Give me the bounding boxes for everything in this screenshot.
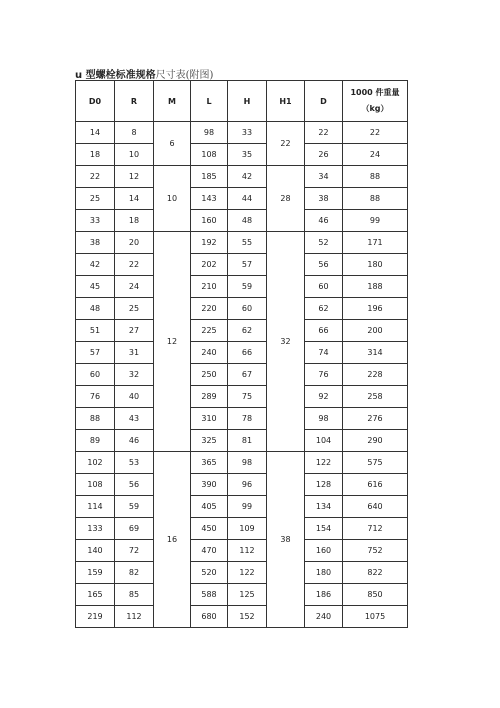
cell-d: 46 xyxy=(305,210,343,232)
table-row xyxy=(76,518,408,540)
header-weight-label: 1000 件重量 xyxy=(350,88,400,97)
cell-r: 40 xyxy=(115,386,154,408)
cell-l: 405 xyxy=(191,496,228,518)
cell-d: 52 xyxy=(305,232,343,254)
cell-l: 680 xyxy=(191,606,228,628)
cell-r: 20 xyxy=(115,232,154,254)
cell-d: 66 xyxy=(305,320,343,342)
cell-h: 55 xyxy=(228,232,267,254)
cell-l: 108 xyxy=(191,144,228,166)
cell-weight: 712 xyxy=(343,518,408,540)
cell-r: 24 xyxy=(115,276,154,298)
cell-d: 160 xyxy=(305,540,343,562)
cell-l: 143 xyxy=(191,188,228,210)
cell-r: 43 xyxy=(115,408,154,430)
cell-h: 42 xyxy=(228,166,267,188)
cell-h: 44 xyxy=(228,188,267,210)
header-d0: D0 xyxy=(76,81,115,122)
cell-d: 134 xyxy=(305,496,343,518)
cell-weight: 196 xyxy=(343,298,408,320)
u-bolt-spec-table xyxy=(75,80,408,628)
cell-d0: 42 xyxy=(76,254,115,276)
table-row xyxy=(76,364,408,386)
cell-r: 31 xyxy=(115,342,154,364)
table-row xyxy=(76,188,408,210)
cell-d0: 102 xyxy=(76,452,115,474)
cell-h: 109 xyxy=(228,518,267,540)
cell-h: 59 xyxy=(228,276,267,298)
cell-weight: 188 xyxy=(343,276,408,298)
cell-h: 112 xyxy=(228,540,267,562)
cell-r: 85 xyxy=(115,584,154,606)
cell-weight: 88 xyxy=(343,166,408,188)
cell-l: 220 xyxy=(191,298,228,320)
table-row xyxy=(76,606,408,628)
cell-l: 240 xyxy=(191,342,228,364)
cell-d: 38 xyxy=(305,188,343,210)
cell-h: 66 xyxy=(228,342,267,364)
cell-d: 62 xyxy=(305,298,343,320)
cell-h: 125 xyxy=(228,584,267,606)
cell-weight: 22 xyxy=(343,122,408,144)
cell-r: 14 xyxy=(115,188,154,210)
cell-l: 192 xyxy=(191,232,228,254)
cell-d: 26 xyxy=(305,144,343,166)
cell-h: 96 xyxy=(228,474,267,496)
cell-weight: 228 xyxy=(343,364,408,386)
header-r: R xyxy=(115,81,154,122)
cell-m: 12 xyxy=(154,232,191,452)
cell-d: 154 xyxy=(305,518,343,540)
cell-m: 10 xyxy=(154,166,191,232)
title-main: u 型螺栓标准规格 xyxy=(75,70,156,81)
cell-d: 240 xyxy=(305,606,343,628)
table-row xyxy=(76,232,408,254)
cell-r: 22 xyxy=(115,254,154,276)
title-sub: 尺寸表(附图) xyxy=(155,70,214,81)
cell-weight: 640 xyxy=(343,496,408,518)
cell-d0: 14 xyxy=(76,122,115,144)
cell-r: 18 xyxy=(115,210,154,232)
cell-l: 185 xyxy=(191,166,228,188)
cell-d: 22 xyxy=(305,122,343,144)
cell-d0: 51 xyxy=(76,320,115,342)
cell-h1: 28 xyxy=(267,166,305,232)
table-row xyxy=(76,342,408,364)
cell-d0: 57 xyxy=(76,342,115,364)
cell-d0: 219 xyxy=(76,606,115,628)
table-row xyxy=(76,562,408,584)
table-row xyxy=(76,276,408,298)
cell-d: 76 xyxy=(305,364,343,386)
cell-d: 104 xyxy=(305,430,343,452)
cell-r: 56 xyxy=(115,474,154,496)
cell-weight: 822 xyxy=(343,562,408,584)
cell-weight: 290 xyxy=(343,430,408,452)
cell-h: 67 xyxy=(228,364,267,386)
cell-h: 75 xyxy=(228,386,267,408)
cell-weight: 99 xyxy=(343,210,408,232)
table-row xyxy=(76,452,408,474)
table-row xyxy=(76,144,408,166)
cell-weight: 314 xyxy=(343,342,408,364)
cell-r: 12 xyxy=(115,166,154,188)
cell-h: 35 xyxy=(228,144,267,166)
cell-d: 186 xyxy=(305,584,343,606)
cell-l: 588 xyxy=(191,584,228,606)
cell-r: 53 xyxy=(115,452,154,474)
cell-d: 92 xyxy=(305,386,343,408)
table-row xyxy=(76,254,408,276)
table-row xyxy=(76,584,408,606)
cell-d0: 48 xyxy=(76,298,115,320)
cell-r: 10 xyxy=(115,144,154,166)
cell-d0: 165 xyxy=(76,584,115,606)
cell-d0: 25 xyxy=(76,188,115,210)
cell-h: 152 xyxy=(228,606,267,628)
table-row xyxy=(76,210,408,232)
cell-h: 122 xyxy=(228,562,267,584)
cell-d: 60 xyxy=(305,276,343,298)
cell-h: 33 xyxy=(228,122,267,144)
table-body xyxy=(76,122,408,628)
cell-d0: 133 xyxy=(76,518,115,540)
table-row xyxy=(76,166,408,188)
table-header-row xyxy=(76,81,408,122)
cell-weight: 1075 xyxy=(343,606,408,628)
table-row xyxy=(76,408,408,430)
cell-l: 310 xyxy=(191,408,228,430)
table-row xyxy=(76,386,408,408)
cell-h: 98 xyxy=(228,452,267,474)
cell-h1: 22 xyxy=(267,122,305,166)
cell-h: 62 xyxy=(228,320,267,342)
cell-l: 325 xyxy=(191,430,228,452)
cell-d0: 140 xyxy=(76,540,115,562)
table-row xyxy=(76,122,408,144)
cell-weight: 850 xyxy=(343,584,408,606)
cell-d0: 89 xyxy=(76,430,115,452)
cell-m: 6 xyxy=(154,122,191,166)
cell-d: 122 xyxy=(305,452,343,474)
cell-l: 202 xyxy=(191,254,228,276)
document-title xyxy=(75,66,213,81)
cell-weight: 171 xyxy=(343,232,408,254)
cell-d0: 108 xyxy=(76,474,115,496)
cell-l: 225 xyxy=(191,320,228,342)
cell-l: 470 xyxy=(191,540,228,562)
cell-h1: 38 xyxy=(267,452,305,628)
cell-weight: 88 xyxy=(343,188,408,210)
cell-l: 289 xyxy=(191,386,228,408)
cell-l: 250 xyxy=(191,364,228,386)
cell-l: 365 xyxy=(191,452,228,474)
cell-h: 60 xyxy=(228,298,267,320)
cell-d0: 38 xyxy=(76,232,115,254)
header-h: H xyxy=(228,81,267,122)
cell-h: 78 xyxy=(228,408,267,430)
cell-r: 59 xyxy=(115,496,154,518)
cell-h1: 32 xyxy=(267,232,305,452)
cell-r: 27 xyxy=(115,320,154,342)
cell-d: 74 xyxy=(305,342,343,364)
cell-weight: 180 xyxy=(343,254,408,276)
cell-d0: 60 xyxy=(76,364,115,386)
cell-h: 48 xyxy=(228,210,267,232)
cell-l: 520 xyxy=(191,562,228,584)
cell-weight: 258 xyxy=(343,386,408,408)
cell-r: 82 xyxy=(115,562,154,584)
cell-l: 98 xyxy=(191,122,228,144)
cell-d0: 45 xyxy=(76,276,115,298)
cell-d0: 114 xyxy=(76,496,115,518)
cell-l: 390 xyxy=(191,474,228,496)
cell-r: 8 xyxy=(115,122,154,144)
cell-d0: 33 xyxy=(76,210,115,232)
header-l: L xyxy=(191,81,228,122)
cell-d: 56 xyxy=(305,254,343,276)
cell-m: 16 xyxy=(154,452,191,628)
cell-r: 69 xyxy=(115,518,154,540)
cell-l: 210 xyxy=(191,276,228,298)
header-h1: H1 xyxy=(267,81,305,122)
cell-h: 81 xyxy=(228,430,267,452)
cell-weight: 752 xyxy=(343,540,408,562)
header-m: M xyxy=(154,81,191,122)
cell-h: 99 xyxy=(228,496,267,518)
cell-d0: 159 xyxy=(76,562,115,584)
cell-weight: 24 xyxy=(343,144,408,166)
cell-d: 34 xyxy=(305,166,343,188)
cell-d: 98 xyxy=(305,408,343,430)
table-row xyxy=(76,430,408,452)
cell-r: 32 xyxy=(115,364,154,386)
cell-d0: 22 xyxy=(76,166,115,188)
cell-r: 46 xyxy=(115,430,154,452)
cell-r: 72 xyxy=(115,540,154,562)
cell-weight: 575 xyxy=(343,452,408,474)
cell-d: 128 xyxy=(305,474,343,496)
cell-l: 450 xyxy=(191,518,228,540)
header-weight xyxy=(343,81,408,122)
cell-r: 112 xyxy=(115,606,154,628)
cell-d0: 88 xyxy=(76,408,115,430)
cell-weight: 200 xyxy=(343,320,408,342)
cell-weight: 276 xyxy=(343,408,408,430)
cell-weight: 616 xyxy=(343,474,408,496)
table-row xyxy=(76,298,408,320)
cell-r: 25 xyxy=(115,298,154,320)
cell-h: 57 xyxy=(228,254,267,276)
header-weight-unit: （kg） xyxy=(361,104,389,113)
table-row xyxy=(76,540,408,562)
cell-l: 160 xyxy=(191,210,228,232)
cell-d0: 76 xyxy=(76,386,115,408)
table-row xyxy=(76,320,408,342)
table-row xyxy=(76,474,408,496)
header-d: D xyxy=(305,81,343,122)
cell-d0: 18 xyxy=(76,144,115,166)
cell-d: 180 xyxy=(305,562,343,584)
table-row xyxy=(76,496,408,518)
